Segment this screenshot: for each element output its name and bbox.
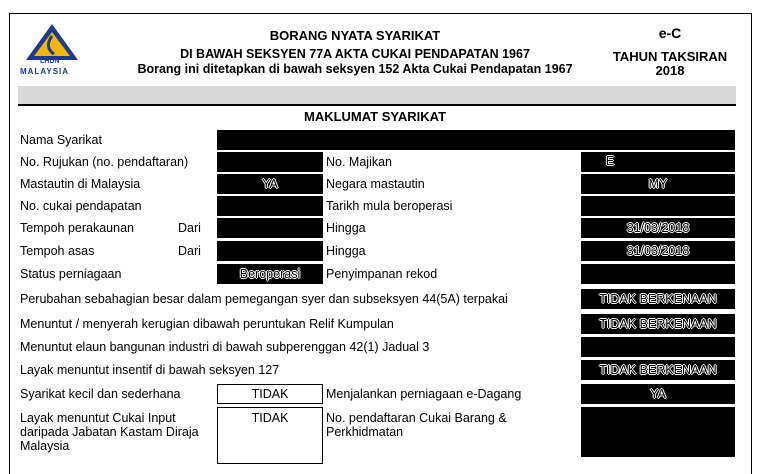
label-gst-2: Perkhidmatan xyxy=(326,425,404,439)
label-nama-syarikat: Nama Syarikat xyxy=(20,133,102,147)
label-cukai-input-3: Malaysia xyxy=(20,439,70,453)
field-sks[interactable]: TIDAK xyxy=(217,384,323,404)
field-penyimpanan[interactable] xyxy=(581,264,735,284)
value-hingga-1: 31/03/2018 xyxy=(626,221,690,235)
label-gst-1: No. pendaftaran Cukai Barang & xyxy=(326,411,507,425)
value-negara: MY xyxy=(648,177,668,191)
label-no-cukai: No. cukai pendapatan xyxy=(20,199,142,213)
logo-text-bottom: MALAYSIA xyxy=(20,67,70,76)
form-code: e-C xyxy=(658,25,682,41)
field-dari-1[interactable] xyxy=(217,218,323,238)
value-menuntut-rugi: TIDAK BERKENAAN xyxy=(599,317,717,331)
value-no-majikan: E xyxy=(605,154,615,168)
field-no-rujukan[interactable] xyxy=(217,152,323,172)
label-layak-insentif: Layak menuntut insentif di bawah seksyen 127 xyxy=(20,363,280,377)
field-no-cukai[interactable] xyxy=(217,196,323,216)
label-hingga-1: Hingga xyxy=(326,221,366,235)
label-tempoh-asas: Tempoh asas xyxy=(20,244,95,258)
value-edagang: YA xyxy=(650,387,666,401)
value-hingga-2: 31/03/2018 xyxy=(626,244,690,258)
value-mastautin: YA xyxy=(262,177,278,191)
label-dari-1: Dari xyxy=(178,221,201,235)
value-status: Beroperasi xyxy=(239,267,301,281)
label-negara: Negara mastautin xyxy=(326,177,425,191)
tahun-value: 2018 xyxy=(655,63,685,78)
lhdn-logo xyxy=(18,22,86,78)
header-rule xyxy=(18,104,736,106)
field-cukai-input[interactable]: TIDAK xyxy=(217,407,323,464)
label-menuntut-rugi: Menuntut / menyerah kerugian dibawah peruntukan Relif Kumpulan xyxy=(20,317,394,331)
label-elaun: Menuntut elaun bangunan industri di bawah subperenggan 42(1) Jadual 3 xyxy=(20,340,430,354)
field-gst[interactable] xyxy=(581,407,735,457)
field-tarikh-mula[interactable] xyxy=(581,196,735,216)
label-tempoh-perakaunan: Tempoh perakaunan xyxy=(20,221,134,235)
label-no-rujukan: No. Rujukan (no. pendaftaran) xyxy=(20,155,189,169)
form-title: BORANG NYATA SYARIKAT xyxy=(269,28,441,43)
logo-text-top: LHDN xyxy=(40,58,60,65)
form-subtitle: DI BAWAH SEKSYEN 77A AKTA CUKAI PENDAPATAN 1967 xyxy=(180,47,530,61)
label-status: Status perniagaan xyxy=(20,267,122,281)
label-cukai-input-2: daripada Jabatan Kastam Diraja xyxy=(20,425,199,439)
tahun-label: TAHUN TAKSIRAN xyxy=(612,49,728,64)
grey-band xyxy=(18,86,736,104)
form-subtitle-2: Borang ini ditetapkan di bawah seksyen 152 Akta Cukai Pendapatan 1967 xyxy=(137,62,573,76)
label-cukai-input-1: Layak menuntut Cukai Input xyxy=(20,411,176,425)
section-title: MAKLUMAT SYARIKAT xyxy=(303,109,447,124)
label-mastautin: Mastautin di Malaysia xyxy=(20,177,141,191)
label-tarikh-mula: Tarikh mula beroperasi xyxy=(326,199,453,213)
field-nama-syarikat[interactable] xyxy=(217,130,735,150)
value-layak-insentif: TIDAK BERKENAAN xyxy=(599,363,717,377)
label-no-majikan: No. Majikan xyxy=(326,155,392,169)
label-sks: Syarikat kecil dan sederhana xyxy=(20,387,181,401)
value-perubahan: TIDAK BERKENAAN xyxy=(599,292,717,306)
label-edagang: Menjalankan perniagaan e-Dagang xyxy=(326,387,522,401)
field-dari-2[interactable] xyxy=(217,241,323,261)
label-penyimpanan: Penyimpanan rekod xyxy=(326,267,438,281)
label-perubahan: Perubahan sebahagian besar dalam pemegangan syer dan subseksyen 44(5A) terpakai xyxy=(20,292,508,306)
label-hingga-2: Hingga xyxy=(326,244,366,258)
label-dari-2: Dari xyxy=(178,244,201,258)
field-elaun[interactable] xyxy=(581,337,735,357)
